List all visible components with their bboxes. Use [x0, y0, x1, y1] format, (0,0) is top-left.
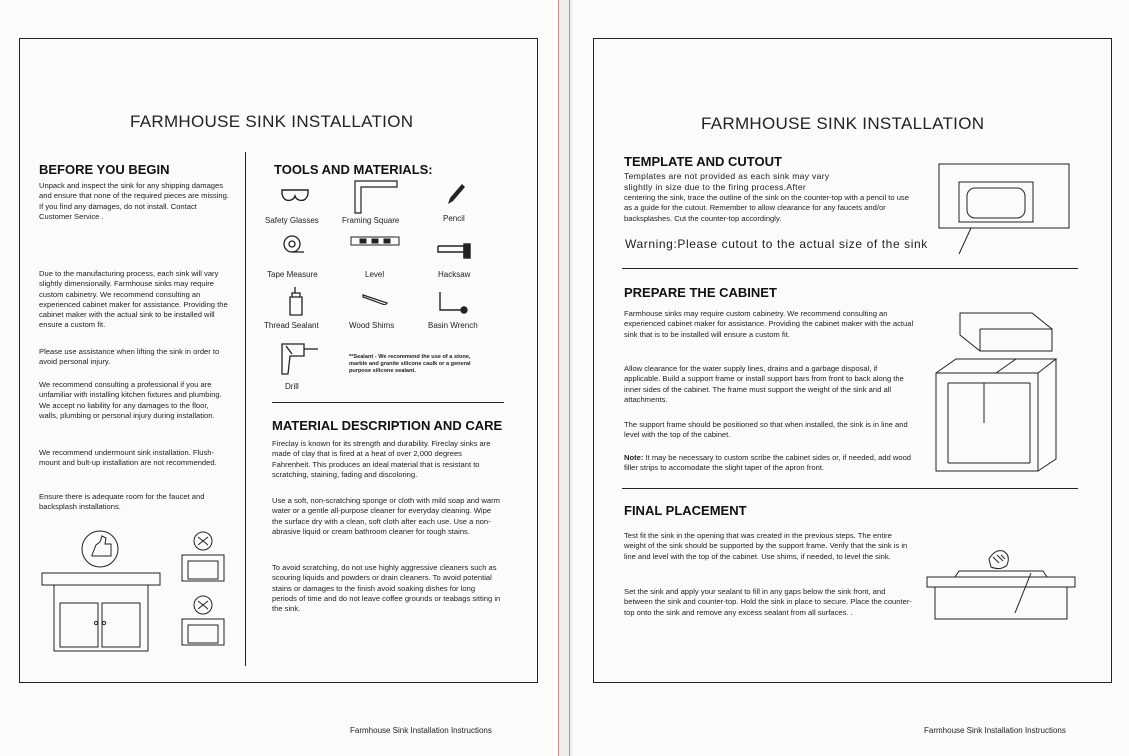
tool-label-safety-glasses: Safety Glasses	[265, 216, 319, 225]
before-you-begin-heading: BEFORE YOU BEGIN	[39, 162, 170, 177]
cabinet-heading: PREPARE THE CABINET	[624, 285, 777, 300]
cabinet-paragraph-1: Farmhouse sinks may require custom cabinetry. We recommend consulting an experienced cabinet maker for assistance. Providing the cabinet maker with the actual sink that is to be installed will ensure a custom fit.	[624, 309, 914, 339]
material-paragraph-2: Use a soft, non-scratching sponge or cloth with mild soap and warm water or a gentle all-purpose cleaner for everyday cleaning. Wipe the surface dry with a clean, soft cloth after each use. Use a non-abrasive liquid or cream bathroom cleaner for tough stains.	[272, 496, 500, 536]
material-heading: MATERIAL DESCRIPTION AND CARE	[272, 418, 503, 433]
before-paragraph-4: We recommend consulting a professional if you are unfamiliar with installing kitchen fixtures and plumbing. We accept no liability for any damages to the floor, walls, plumbing or personal injury during installation.	[39, 380, 222, 420]
material-divider	[272, 402, 504, 403]
left-page-title: FARMHOUSE SINK INSTALLATION	[130, 112, 414, 131]
right-page-title: FARMHOUSE SINK INSTALLATION	[701, 114, 985, 133]
cabinet-paragraph-2: Allow clearance for the water supply lines, drains and a garbage disposal, if applicable. Build a support frame or install support bars from front to back along the inner sides of the cabinet. The frame must support the weight of the sink and all attachments.	[624, 364, 904, 404]
left-page	[0, 0, 558, 756]
tool-label-tape-measure: Tape Measure	[267, 270, 318, 279]
before-paragraph-6: Ensure there is adequate room for the faucet and backsplash installations.	[39, 492, 205, 512]
before-paragraph-5: We recommend undermount sink installation. Flush-mount and bult-up installation are not recommended.	[39, 448, 217, 468]
cabinet-divider	[622, 268, 1078, 269]
thread-sealant-icon	[289, 286, 303, 316]
before-paragraph-3: Please use assistance when lifting the sink in order to avoid personal injury.	[39, 347, 220, 367]
material-paragraph-3: To avoid scratching, do not use highly aggressive cleaners such as scouring liquids and powders or drain cleaners. To avoid potential stains or damages to the finish avoid soaking dishes for long periods of time and do not leave coffee grounds or teabags sitting in the sink.	[272, 563, 501, 614]
cabinet-note-label: Note:	[624, 453, 644, 462]
tool-label-framing-square: Framing Square	[342, 216, 400, 225]
pencil-icon	[446, 182, 466, 206]
tape-measure-icon	[282, 234, 306, 254]
template-paragraph-2: centering the sink, trace the outline of the sink on the counter-top with a pencil to use as a guide for the cutout. Remember to allow clearance for any faucets and/or backsplashes. Cut the counter-top accordingly.	[624, 193, 909, 223]
cabinet-paragraph-3: The support frame should be positioned so that when installed, the sink is in line and level with the top of the cabinet.	[624, 420, 908, 440]
final-divider	[622, 488, 1078, 489]
tool-label-wood-shims: Wood Shims	[349, 321, 395, 330]
left-page-footer: Farmhouse Sink Installation Instructions	[350, 726, 492, 735]
cabinet-note-text: It may be necessary to custom scribe the cabinet sides or, if needed, add wood filler strips to accomodate the slight taper of the apron front.	[624, 453, 912, 473]
cabinet-note	[624, 453, 919, 474]
tools-heading: TOOLS AND MATERIALS:	[274, 162, 433, 177]
spine-line-left	[558, 0, 559, 756]
tool-label-pencil: Pencil	[443, 214, 465, 223]
tool-label-thread-sealant: Thread Sealant	[264, 321, 319, 330]
safety-glasses-icon	[280, 186, 310, 206]
drill-icon	[280, 340, 320, 378]
level-icon	[350, 236, 400, 246]
template-paragraph-1: Templates are not provided as each sink may vary slightly in size due to the firing process.After	[624, 171, 830, 192]
sealant-note: **Sealant - We recommend the use of a stone, marble and granite silicone caulk or a general purpose silicone sealant.	[349, 354, 471, 374]
before-paragraph-2: Due to the manufacturing process, each sink will vary slightly dimensionally. Farmhouse sinks may require custom cabinetry. We recommend consulting an experienced cabinet maker for assistance. Providing the cabinet maker with the actual sink to be installed will ensure a custom fit.	[39, 269, 228, 330]
tool-label-drill: Drill	[285, 382, 299, 391]
cutout-illustration	[937, 162, 1071, 262]
tool-label-basin-wrench: Basin Wrench	[428, 321, 478, 330]
wood-shims-icon	[362, 293, 388, 305]
material-paragraph-1: Fireclay is known for its strength and durability. Fireclay sinks are made of clay that is fired at a heat of over 2,000 degrees Fahrenheit. This produces an ideal material that is resistant to scratching, staining, fading and discoloring.	[272, 439, 491, 479]
right-page-footer: Farmhouse Sink Installation Instructions	[924, 726, 1066, 735]
right-page	[572, 0, 1129, 756]
cutout-warning: Warning:Please cutout to the actual size of the sink	[625, 237, 928, 251]
tool-label-hacksaw: Hacksaw	[438, 270, 471, 279]
final-paragraph-2: Set the sink and apply your sealant to fill in any gaps below the sink front, and between the sink and counter-top. Hold the sink in place to secure. Place the counter-top onto the sink and remove any excess sealant from all surfaces. .	[624, 587, 912, 617]
final-paragraph-1: Test fit the sink in the opening that was created in the previous steps. The entire weight of the sink should be supported by the support frame. Verify that the sink is in line and level with the top of the cabinet. Use shims, if needed, to level the sink.	[624, 531, 908, 561]
hacksaw-icon	[436, 240, 472, 260]
tool-label-level: Level	[365, 270, 385, 279]
template-heading: TEMPLATE AND CUTOUT	[624, 154, 782, 169]
left-column-divider	[245, 152, 246, 666]
cabinet-illustration	[934, 295, 1058, 473]
framing-square-icon	[354, 180, 398, 214]
basin-wrench-icon	[436, 290, 468, 314]
final-heading: FINAL PLACEMENT	[624, 503, 747, 518]
final-placement-illustration	[925, 547, 1077, 621]
installation-illustration	[40, 525, 240, 655]
spine-line-right	[569, 0, 570, 756]
before-paragraph-1: Unpack and inspect the sink for any shipping damages and ensure that none of the required pieces are missing. If you find any damages, do not install. Contact Customer Service .	[39, 181, 229, 221]
